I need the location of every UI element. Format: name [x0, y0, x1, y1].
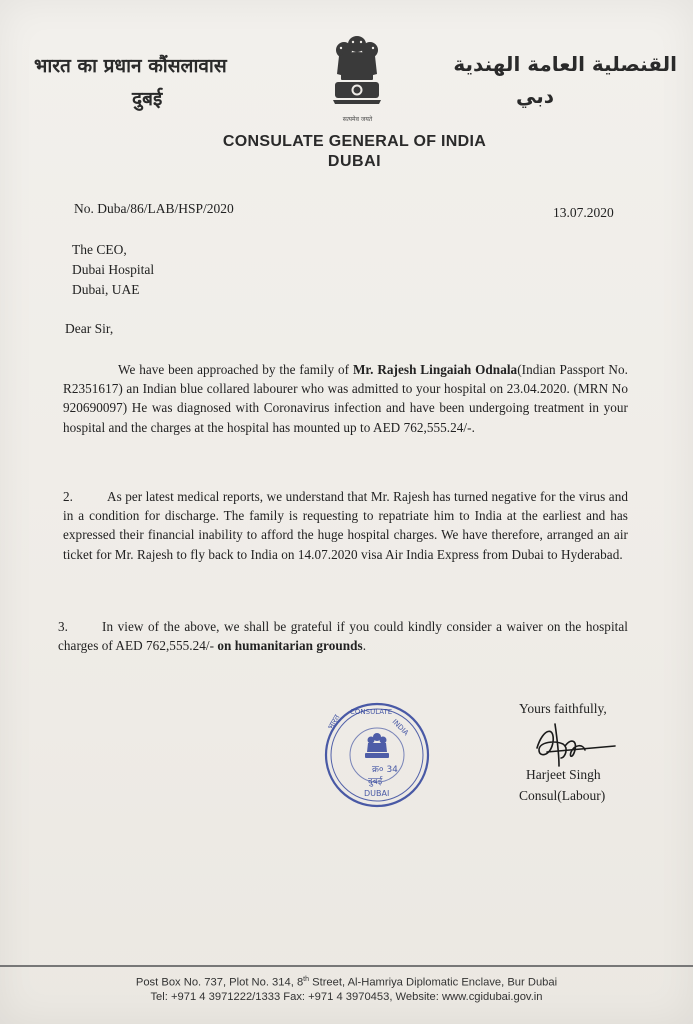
- stamp-city: DUBAI: [364, 789, 390, 798]
- p3-text: In view of the above, we shall be grateful if you could kindly consider a waiver on the hospital charges of AED 762,555.24/-: [58, 619, 628, 654]
- body-paragraph-1: [63, 360, 628, 437]
- footer-address-part-2: Street, Al-Hamriya Diplomatic Enclave, Bur Dubai: [309, 976, 558, 989]
- paragraph-number-2: 2.: [63, 489, 73, 504]
- letterhead-hindi-name: भारत का प्रधान कौंसलावास: [34, 55, 227, 77]
- national-emblem-icon: [325, 30, 389, 122]
- letterhead-city: DUBAI: [327, 153, 382, 170]
- letterhead-arabic-city: دبي: [515, 84, 554, 108]
- footer-contact: Tel: +971 4 3971222/1333 Fax: +971 4 3970453, Website: www.cgidubai.gov.in: [150, 991, 543, 1003]
- footer-address-sup: th: [303, 976, 310, 983]
- paragraph-number-3: 3.: [58, 619, 68, 634]
- p1-text-start: We have been approached by the family of: [118, 362, 353, 377]
- footer-divider: [0, 965, 693, 967]
- p3-end: .: [362, 638, 367, 654]
- patient-name: Mr. Rajesh Lingaiah Odnala: [352, 362, 518, 377]
- stamp-city-hindi: दुबई: [368, 777, 383, 787]
- addressee-line-2: Dubai Hospital: [72, 262, 155, 277]
- svg-text:भारत: भारत: [325, 713, 342, 731]
- consulate-stamp: [322, 700, 432, 810]
- p3-bold-text: on humanitarian grounds: [217, 638, 363, 654]
- p1-text-rest: (Indian Passport No. R2351617) an Indian blue collared labourer who was admitted to your hospital on 23.04.2020. (MRN No 920690097) He was diagnosed with Coronavirus infection and have been undergoing treatment in your hospital and the charges at the hospital has mounted up to AED 762,555.24/-.: [63, 362, 628, 435]
- emblem-motto: सत्यमेव जयते: [342, 116, 373, 123]
- addressee-line-3: Dubai, UAE: [72, 282, 140, 297]
- footer-address-part-1: Post Box No. 737, Plot No. 314, 8: [135, 976, 304, 989]
- stamp-number: क्र० 34: [372, 765, 398, 775]
- reference-number: No. Duba/86/LAB/HSP/2020: [74, 201, 234, 216]
- svg-text:CONSULATE: CONSULATE: [350, 708, 393, 716]
- salutation: Dear Sir,: [65, 321, 114, 336]
- body-paragraph-2: [63, 487, 628, 564]
- letterhead-arabic-name: القنصلية العامة الهندية: [453, 52, 677, 76]
- p2-text: As per latest medical reports, we understand that Mr. Rajesh has turned negative for the virus and in a condition for discharge. The family is requesting to repatriate him to India at the earliest and has expressed their financial inability to afford the huge hospital charges. We have therefore, arranged an air ticket for Mr. Rajesh to fly back to India on 14.07.2020 visa Air India Express from Dubai to Hyderabad.: [63, 489, 628, 562]
- signer-title: Consul(Labour): [519, 788, 606, 803]
- letter-date: 13.07.2020: [553, 205, 614, 220]
- svg-text:INDIA: INDIA: [390, 717, 411, 738]
- signer-name: Harjeet Singh: [526, 767, 601, 782]
- complimentary-close: Yours faithfully,: [519, 701, 607, 716]
- footer-address: [0, 976, 693, 989]
- body-paragraph-3: [58, 617, 628, 655]
- letterhead-hindi-city: दुबई: [132, 88, 163, 110]
- letterhead-title: CONSULATE GENERAL OF INDIA: [222, 133, 487, 150]
- addressee-line-1: The CEO,: [72, 242, 127, 257]
